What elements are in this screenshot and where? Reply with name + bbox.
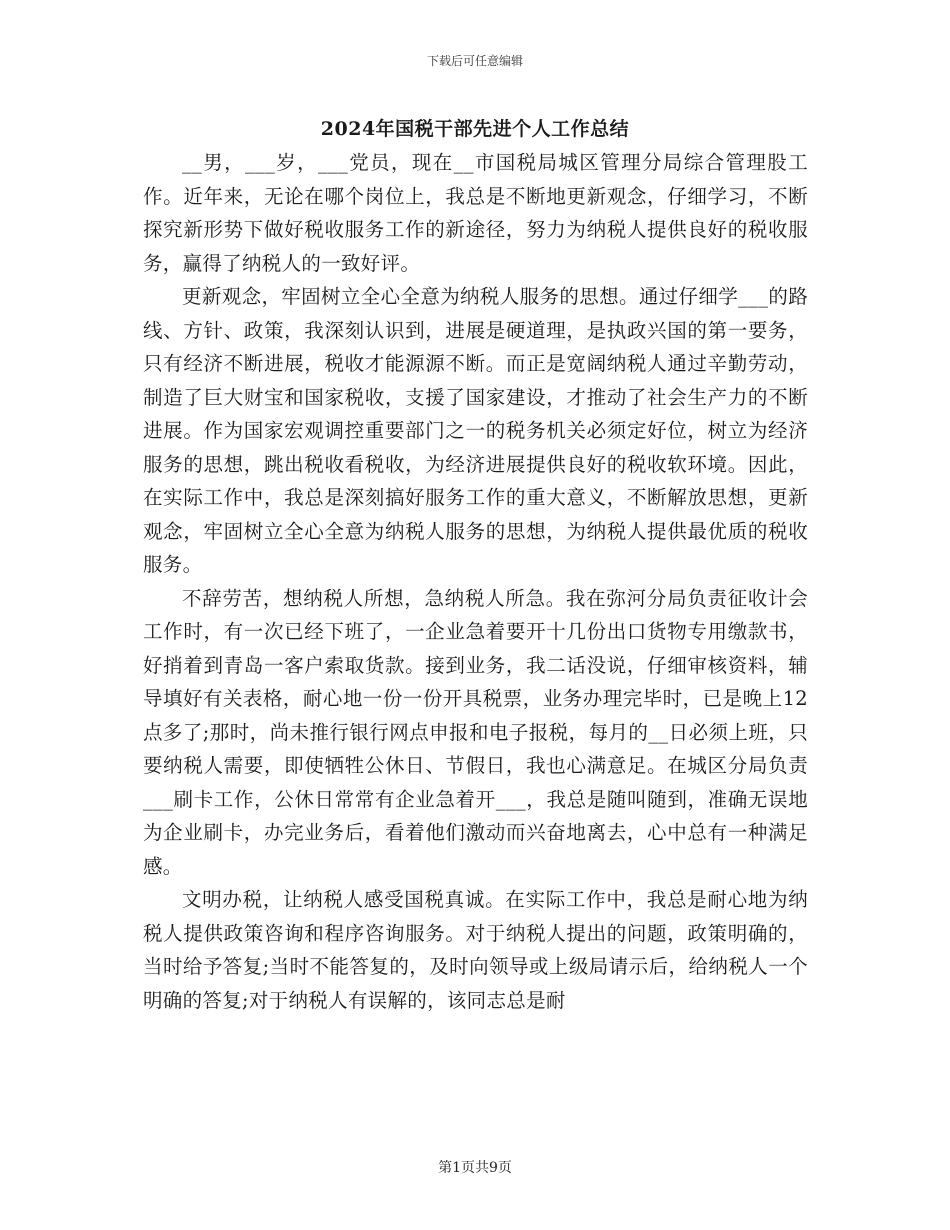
page-header-note: 下载后可任意编辑 [426, 54, 523, 68]
document-body [143, 146, 808, 1017]
paragraph-hard-work: 不辞劳苦，想纳税人所想，急纳税人所急。我在弥河分局负责征收计会工作时，有一次已经下班了，一企业急着要开十几份出口货物专用缴款书，好捎着到青岛一客户索取货款。接到业务，我二话没说，仔细审核资料，辅导填好有关表格，耐心地一份一份开具税票，业务办理完毕时，已是晚上12点多了;那时，尚未推行银行网点申报和电子报税，每月的__日必须上班，只要纳税人需要，即使牺牲公休日、节假日，我也心满意足。在城区分局负责___刷卡工作，公休日常常有企业急着开___，我总是随叫随到，准确无误地为企业刷卡，办完业务后，看着他们激动而兴奋地离去，心中总有一种满足感。 [143, 586, 808, 878]
page-number: 第1页共9页 [438, 1160, 512, 1176]
paragraph-intro: __男，___岁，___党员，现在__市国税局城区管理分局综合管理股工作。近年来，无论在哪个岗位上，我总是不断地更新观念，仔细学习，不断探究新形势下做好税收服务工作的新途径，努力为纳税人提供良好的税收服务，赢得了纳税人的一致好评。 [143, 151, 808, 275]
paragraph-civilized-tax: 文明办税，让纳税人感受国税真诚。在实际工作中，我总是耐心地为纳税人提供政策咨询和程序咨询服务。对于纳税人提出的问题，政策明确的，当时给予答复;当时不能答复的，及时向领导或上级局请示后，给纳税人一个明确的答复;对于纳税人有误解的，该同志总是耐 [143, 888, 808, 1012]
paragraph-update-concepts: 更新观念，牢固树立全心全意为纳税人服务的思想。通过仔细学___的路线、方针、政策，我深刻认识到，进展是硬道理，是执政兴国的第一要务，只有经济不断进展，税收才能源源不断。而正是宽阔纳税人通过辛勤劳动，制造了巨大财宝和国家税收，支援了国家建设，才推动了社会生产力的不断进展。作为国家宏观调控重要部门之一的税务机关必须定好位，树立为经济服务的思想，跳出税收看税收，为经济进展提供良好的税收软环境。因此，在实际工作中，我总是深刻搞好服务工作的重大意义，不断解放思想，更新观念，牢固树立全心全意为纳税人服务的思想，为纳税人提供最优质的税收服务。 [143, 285, 808, 576]
document-title: 2024年国税干部先进个人工作总结 [320, 118, 630, 140]
